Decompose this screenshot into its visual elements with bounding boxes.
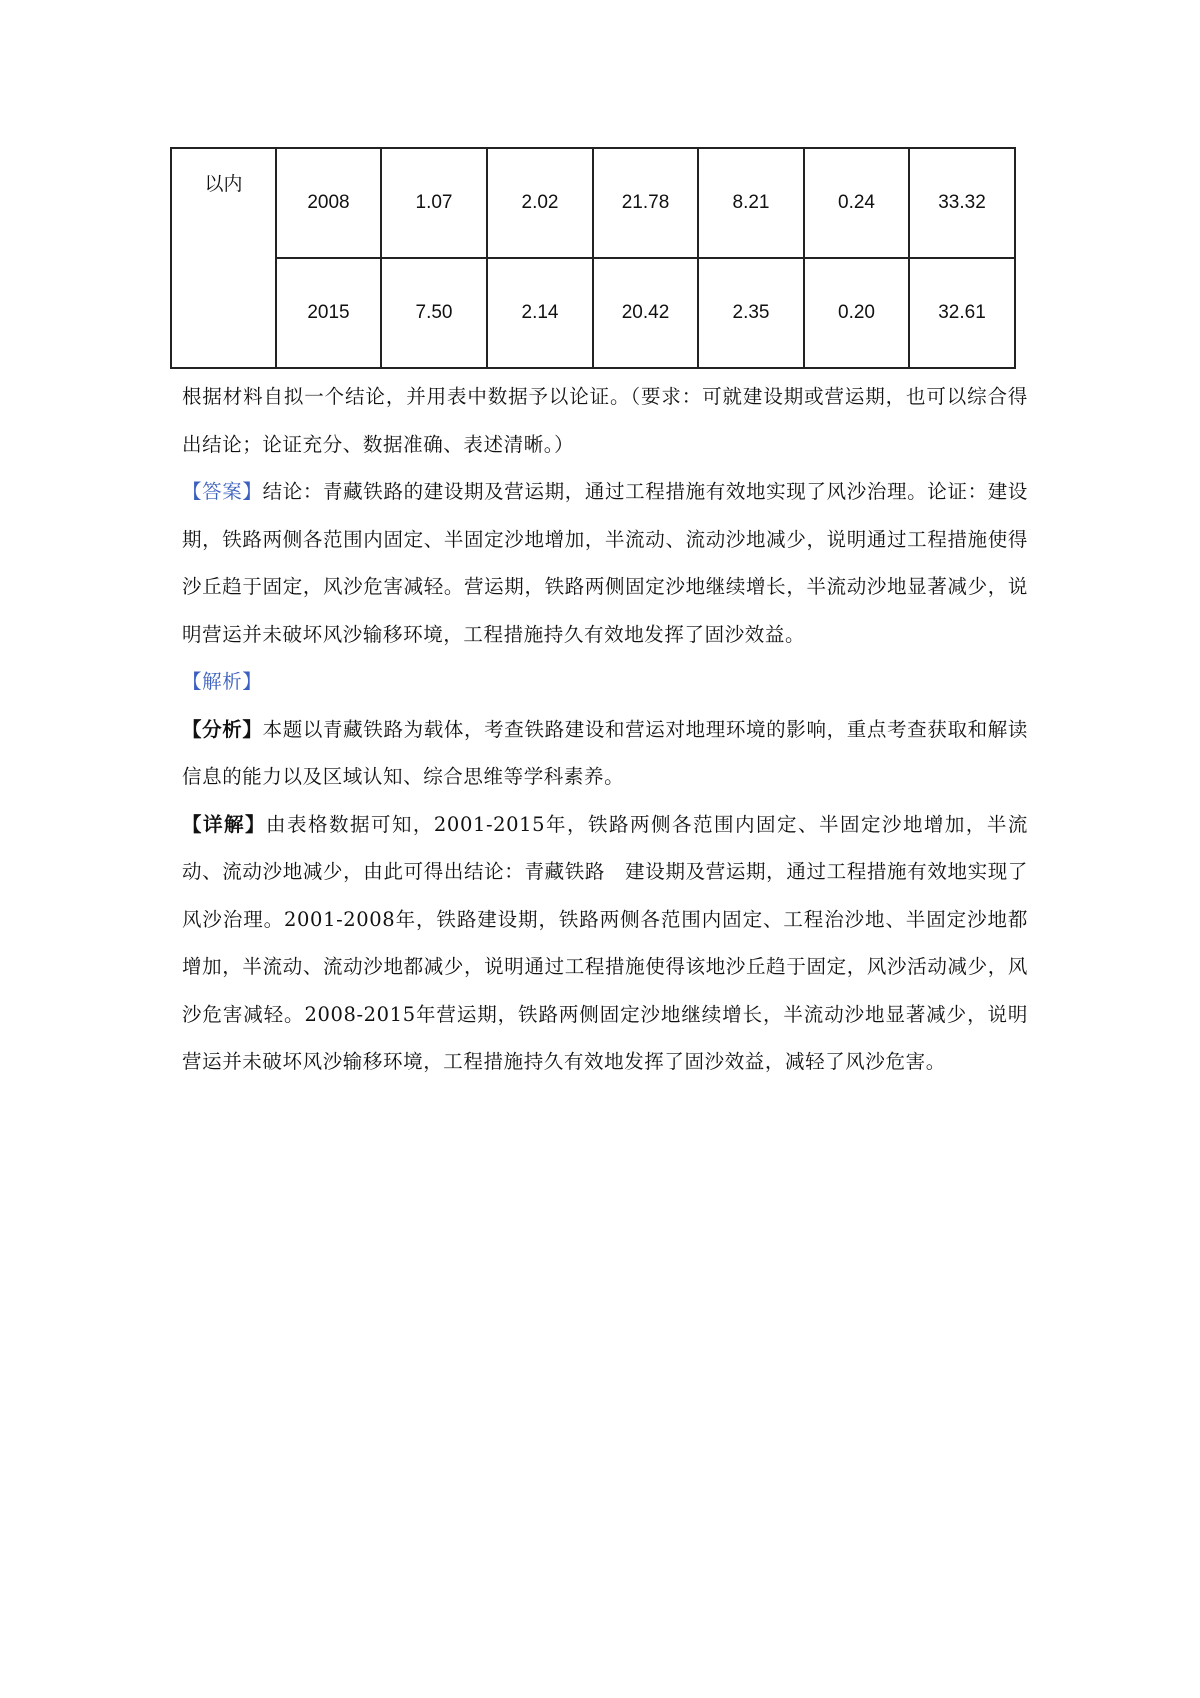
table-cell: 2.14 [487,258,593,368]
question-text: 根据材料自拟一个结论，并用表中数据予以论证。（要求：可就建设期或营运期，也可以综合得出结论；论证充分、数据准确、表述清晰。） [182,385,1028,456]
table-cell: 2015 [276,258,381,368]
table-cell: 1.07 [381,148,487,258]
table-cell: 0.20 [804,258,909,368]
table-cell: 2.35 [698,258,804,368]
table-cell: 21.78 [593,148,698,258]
range-label-cell: 以内 [171,148,276,368]
table-cell: 20.42 [593,258,698,368]
table-cell: 32.61 [909,258,1015,368]
table-cell: 0.24 [804,148,909,258]
xiangjie-text: 由表格数据可知，2001-2015年，铁路两侧各范围内固定、半固定沙地增加，半流动、流动沙地减少，由此可得出结论：青藏铁路 建设期及营运期，通过工程措施有效地实现了风沙治理。2001-2008年，铁路建设期，铁路两侧各范围内固定、工程治沙地、半固定沙地都增加，半流动、流动沙地都减少，说明通过工程措施使得该地沙丘趋于固定，风沙活动减少，风沙危害减轻。2008-2015年营运期，铁路两侧固定沙地继续增长，半流动沙地显著减少，说明营运并未破坏风沙输移环境，工程措施持久有效地发挥了固沙效益，减轻了风沙危害。 [182,812,1029,1073]
xiangjie-paragraph [182,801,1028,1086]
analysis-tag: 【解析】 [182,670,263,693]
table-row [171,148,1015,258]
table-cell: 33.32 [909,148,1015,258]
table-cell: 7.50 [381,258,487,368]
analysis-heading [182,658,1028,706]
fenxi-tag: 【分析】 [182,717,263,741]
fenxi-paragraph [182,706,1028,801]
table-cell: 2008 [276,148,381,258]
table-cell: 2.02 [487,148,593,258]
sand-land-table [170,147,1016,369]
body-text [182,373,1028,1086]
xiangjie-tag: 【详解】 [182,812,266,836]
table-cell: 8.21 [698,148,804,258]
answer-text: 结论：青藏铁路的建设期及营运期，通过工程措施有效地实现了风沙治理。论证：建设期，铁路两侧各范围内固定、半固定沙地增加，半流动、流动沙地减少，说明通过工程措施使得沙丘趋于固定，风沙危害减轻。营运期，铁路两侧固定沙地继续增长，半流动沙地显著减少，说明营运并未破坏风沙输移环境，工程措施持久有效地发挥了固沙效益。 [182,480,1028,646]
fenxi-text: 本题以青藏铁路为载体，考查铁路建设和营运对地理环境的影响，重点考查获取和解读信息的能力以及区域认知、综合思维等学科素养。 [182,717,1028,788]
answer-tag: 【答案】 [182,480,263,503]
answer-paragraph [182,468,1028,658]
table-row [171,258,1015,368]
